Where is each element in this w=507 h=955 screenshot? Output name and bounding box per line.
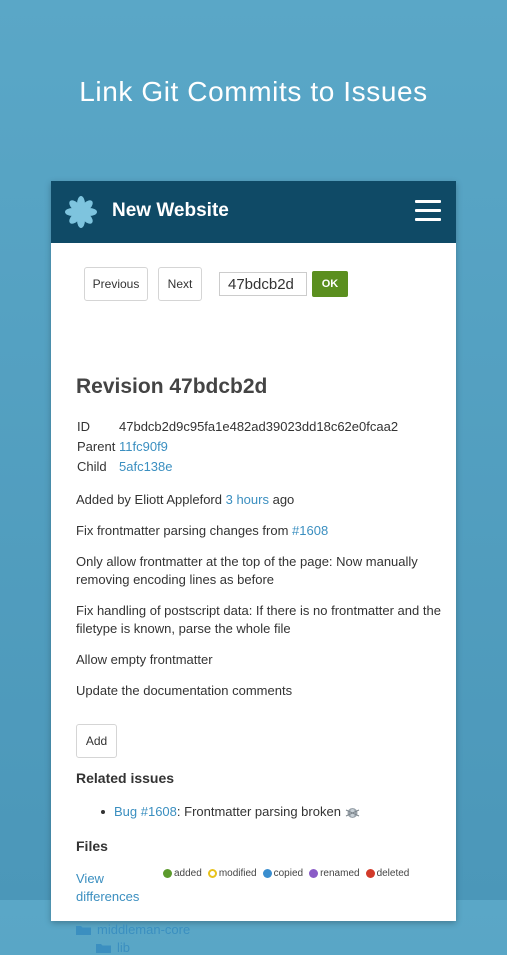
- legend-label: renamed: [320, 868, 360, 879]
- folder-label: lib: [117, 940, 131, 955]
- file-status-legend: [163, 868, 415, 879]
- legend-copied: [263, 868, 303, 879]
- added-by-text: [76, 491, 441, 509]
- plus-circle-icon: [163, 869, 172, 878]
- commit-message-line: Only allow frontmatter at the top of the page: Now manually removing encoding lines as before: [76, 554, 418, 587]
- list-item: [101, 804, 361, 819]
- logo-icon: [65, 196, 97, 228]
- ok-button[interactable]: OK: [312, 271, 348, 297]
- id-value: 47bdcb2d9c95fa1e482ad39023dd18c62e0fcaa2: [119, 419, 399, 434]
- folder-icon: [76, 925, 91, 935]
- next-button[interactable]: Next: [158, 267, 202, 301]
- revision-nav: [84, 267, 348, 301]
- added-by-suffix: ago: [268, 492, 295, 507]
- legend-label: added: [174, 868, 202, 879]
- promo-title: Link Git Commits to Issues: [79, 76, 428, 107]
- circle-icon: [208, 869, 217, 878]
- folder-label: middleman-core: [97, 922, 191, 937]
- legend-label: copied: [273, 868, 304, 879]
- commit-message-line: Fix handling of postscript data: If there is no frontmatter and the filetype is known, parse the whole file: [76, 603, 441, 636]
- minus-circle-icon: [366, 869, 375, 878]
- message-text: Fix frontmatter parsing changes from: [76, 523, 293, 538]
- folder-item[interactable]: [76, 922, 190, 937]
- issue-ref-link[interactable]: #1608: [292, 523, 329, 538]
- added-time-link[interactable]: 3 hours: [225, 492, 269, 507]
- bullet-icon: [101, 810, 105, 814]
- app-title: New Website: [112, 200, 229, 221]
- previous-button[interactable]: Previous: [84, 267, 148, 301]
- child-label: Child: [77, 459, 107, 474]
- legend-label: deleted: [376, 868, 410, 879]
- hamburger-menu-icon[interactable]: [415, 200, 441, 222]
- arrow-circle-icon: [309, 869, 318, 878]
- arrow-circle-icon: [263, 869, 272, 878]
- parent-label: Parent: [77, 439, 116, 454]
- legend-label: modified: [218, 868, 257, 879]
- add-button[interactable]: Add: [76, 724, 117, 758]
- issue-text: : Frontmatter parsing broken: [176, 804, 341, 819]
- folder-item[interactable]: [96, 940, 130, 955]
- view-differences-link[interactable]: View differences: [76, 871, 140, 904]
- revision-meta: [77, 417, 398, 477]
- id-label: ID: [77, 419, 90, 434]
- issue-link[interactable]: Bug #1608: [114, 804, 177, 819]
- files-heading: Files: [76, 838, 108, 854]
- added-by-prefix: Added by Eliott Appleford: [76, 492, 226, 507]
- bug-icon: [344, 805, 361, 819]
- page-title: Revision 47bdcb2d: [76, 375, 268, 398]
- legend-added: [163, 868, 202, 879]
- legend-renamed: [309, 868, 359, 879]
- app-bar: [51, 181, 456, 243]
- revision-input[interactable]: [219, 272, 307, 296]
- child-link[interactable]: 5afc138e: [119, 459, 173, 474]
- related-issues-heading: Related issues: [76, 770, 175, 786]
- commit-message-line: [76, 522, 441, 540]
- legend-deleted: [366, 868, 410, 879]
- commit-message-line: Allow empty frontmatter: [76, 652, 213, 667]
- parent-link[interactable]: 11fc90f9: [119, 439, 168, 454]
- commit-message-line: Update the documentation comments: [76, 683, 293, 698]
- app-window: [51, 181, 456, 955]
- folder-icon: [96, 943, 111, 953]
- legend-modified: [208, 868, 257, 879]
